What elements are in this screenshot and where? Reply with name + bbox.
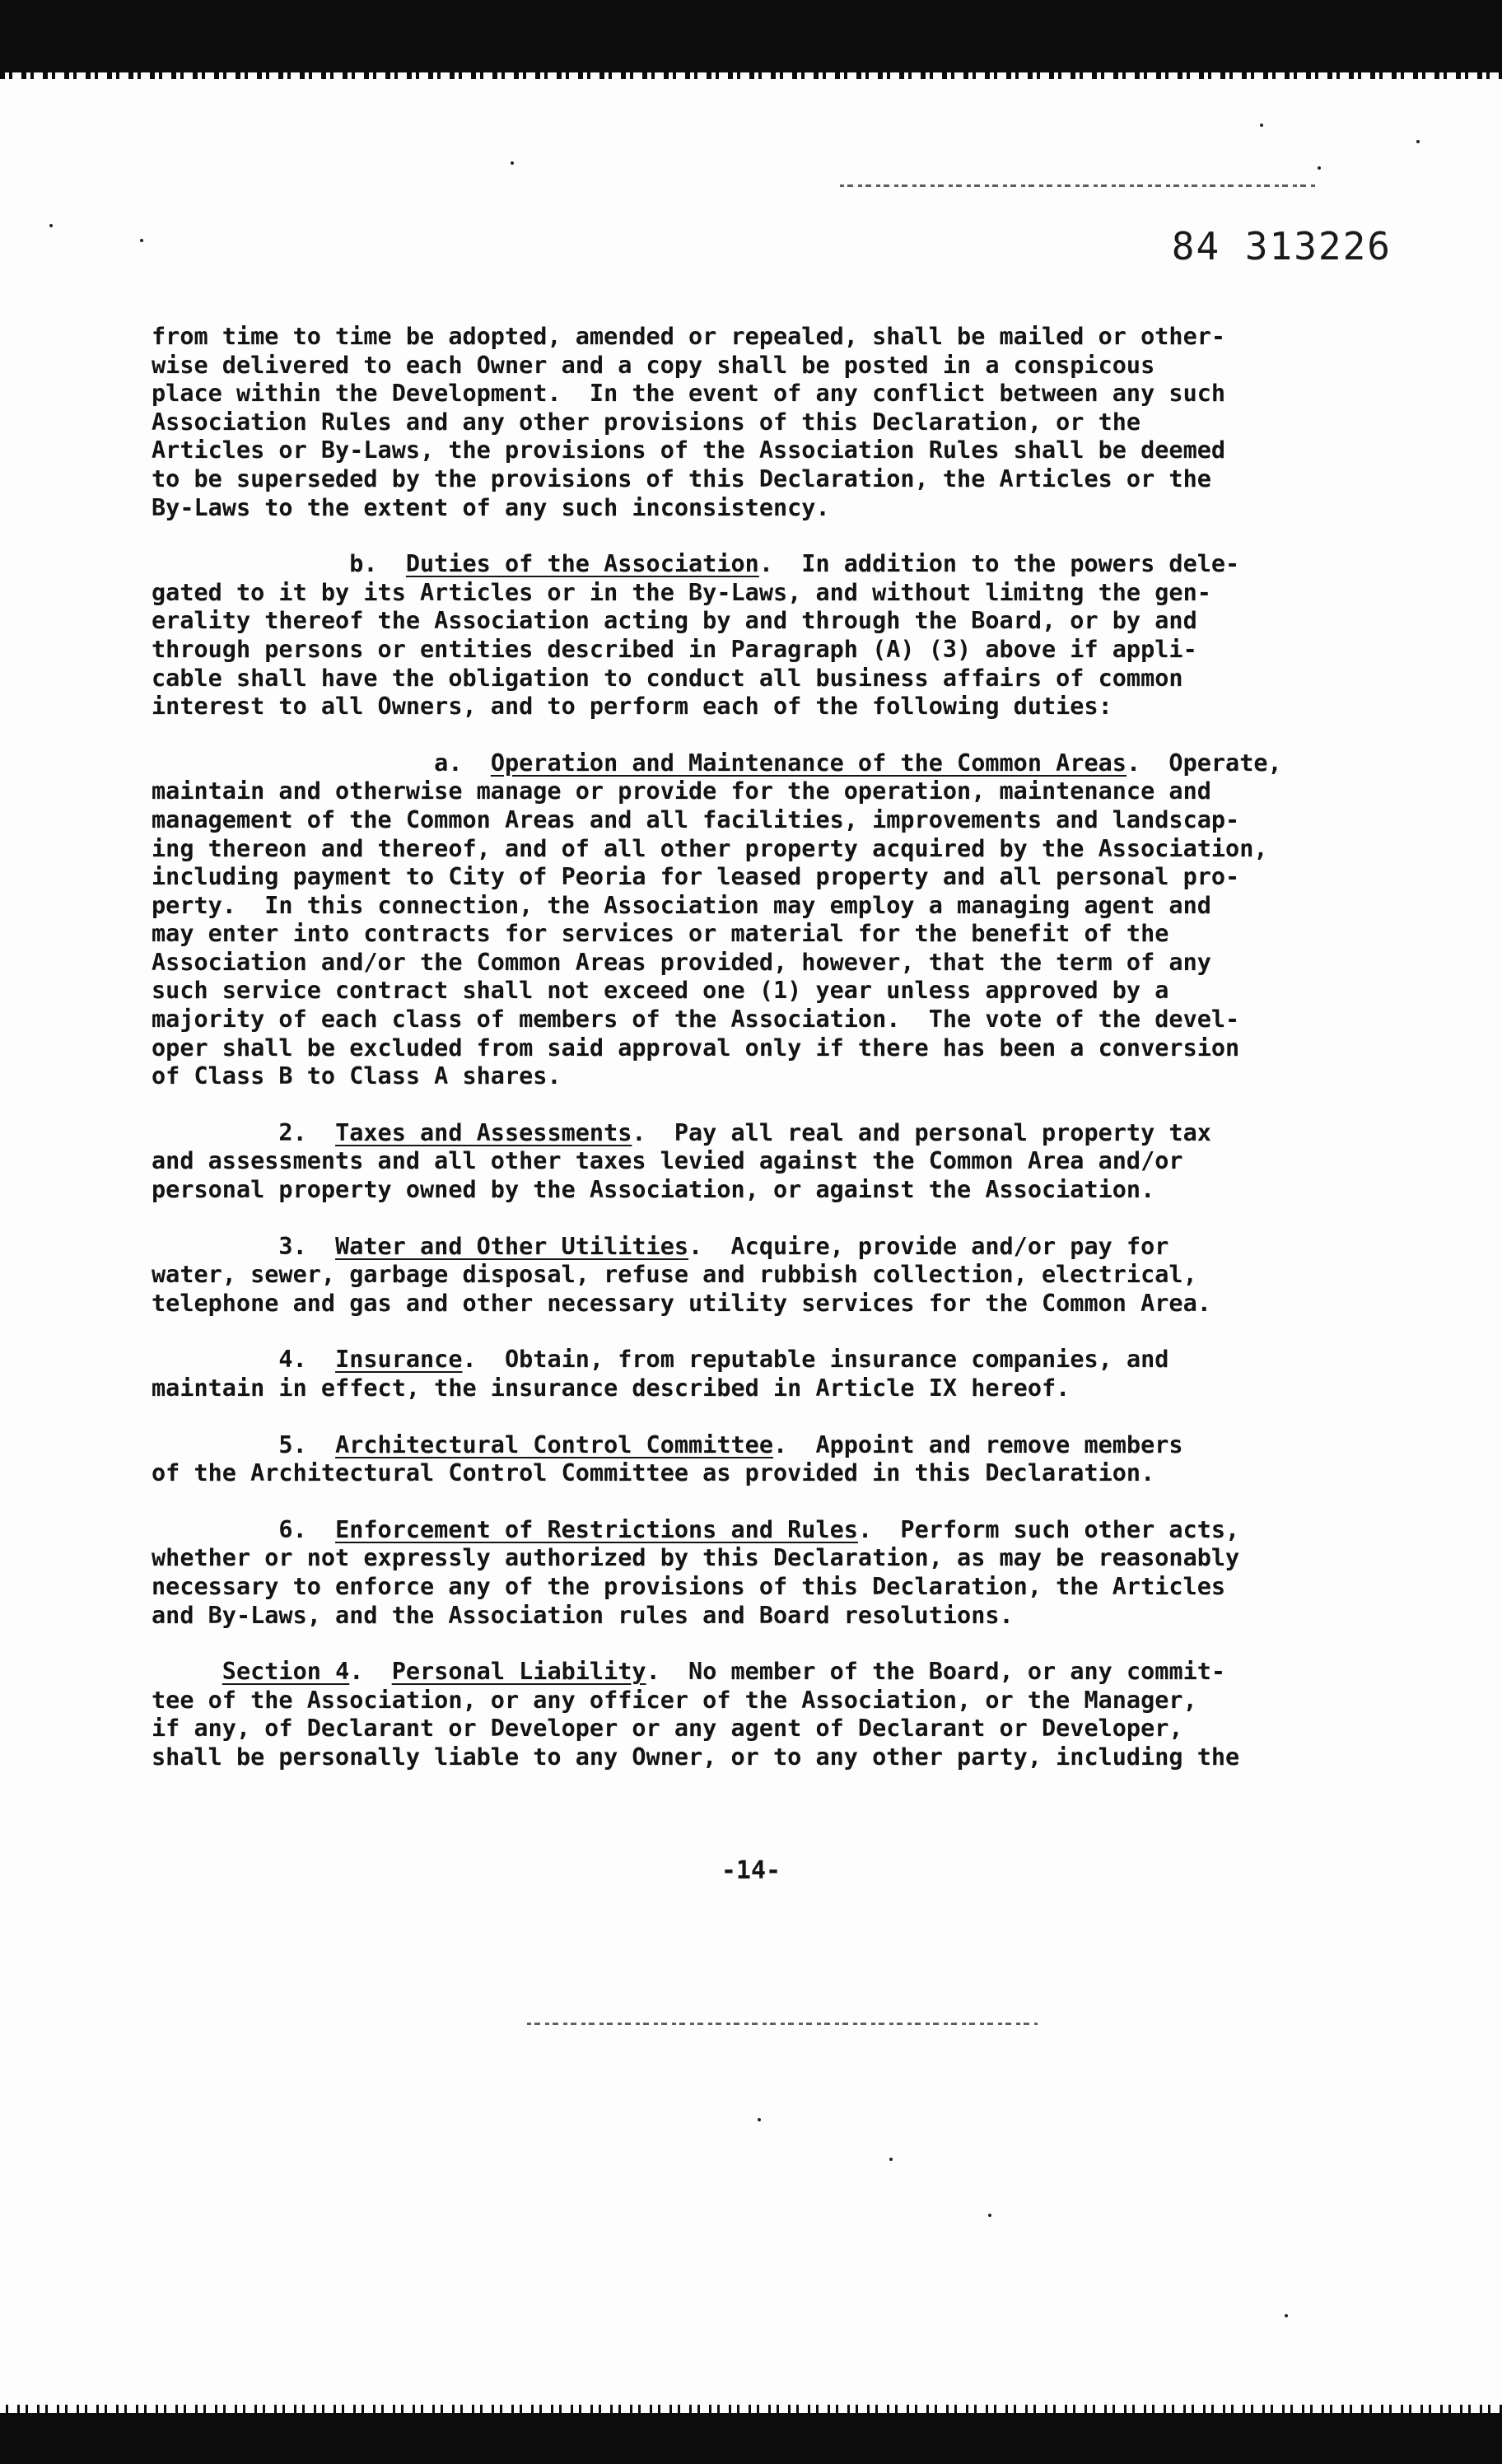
paragraph-lead: 5. bbox=[152, 1430, 336, 1458]
paragraph bbox=[152, 550, 1370, 721]
paragraph bbox=[152, 1431, 1370, 1488]
paragraph-heading: Duties of the Association bbox=[405, 550, 759, 578]
scan-speck bbox=[889, 2158, 893, 2161]
text-line: through persons or entities described in Paragraph (A) (3) above if appli- bbox=[152, 635, 1197, 663]
scan-speck bbox=[988, 2214, 991, 2217]
text-line: perty. In this connection, the Association may employ a managing agent and bbox=[152, 891, 1211, 919]
scan-speck bbox=[758, 2118, 761, 2121]
paragraph-lead: b. bbox=[152, 550, 406, 578]
paragraph-first-line bbox=[152, 1233, 1370, 1262]
scan-speck bbox=[511, 161, 514, 165]
scan-artifact-line bbox=[840, 184, 1318, 187]
scan-speck bbox=[140, 239, 143, 242]
scan-bottom-edge bbox=[0, 2413, 1502, 2464]
paragraph-first-line bbox=[152, 1119, 1370, 1148]
text-line: gated to it by its Articles or in the By-Laws, and without limitng the gen- bbox=[152, 578, 1211, 606]
text-line: By-Laws to the extent of any such inconsistency. bbox=[152, 493, 830, 521]
text-line: maintain and otherwise manage or provide for the operation, maintenance and bbox=[152, 777, 1211, 805]
scan-speck bbox=[1416, 140, 1420, 143]
text-line: from time to time be adopted, amended or repealed, shall be mailed or other- bbox=[152, 323, 1226, 350]
paragraph-lead: a. bbox=[152, 749, 491, 777]
text-line: maintain in effect, the insurance described in Article IX hereof. bbox=[152, 1374, 1071, 1402]
paragraph bbox=[152, 1233, 1370, 1318]
text-line: shall be personally liable to any Owner, or to any other party, including the bbox=[152, 1743, 1240, 1771]
paragraph-first-line bbox=[152, 1516, 1370, 1545]
section-label: Section 4 bbox=[222, 1658, 350, 1686]
text-line: management of the Common Areas and all facilities, improvements and landscap- bbox=[152, 805, 1240, 833]
text-line: Articles or By-Laws, the provisions of the Association Rules shall be deemed bbox=[152, 436, 1226, 464]
paragraph-heading: Operation and Maintenance of the Common Areas bbox=[490, 749, 1126, 777]
text-line: if any, of Declarant or Developer or any agent of Declarant or Developer, bbox=[152, 1715, 1183, 1743]
text-line: and By-Laws, and the Association rules and Board resolutions. bbox=[152, 1601, 1014, 1629]
text-line: of the Architectural Control Committee as provided in this Declaration. bbox=[152, 1459, 1155, 1487]
paragraph bbox=[152, 1346, 1370, 1402]
paragraph-first-line-text: . Operate, bbox=[1126, 749, 1282, 777]
scan-speck bbox=[1260, 124, 1263, 127]
text-line: tee of the Association, or any officer of the Association, or the Manager, bbox=[152, 1686, 1197, 1714]
paragraph-lead: 2. bbox=[152, 1118, 336, 1146]
text-line: whether or not expressly authorized by this Declaration, as may be reasonably bbox=[152, 1544, 1240, 1572]
paragraph-lead: 4. bbox=[152, 1346, 336, 1374]
section-label-gap: . bbox=[349, 1658, 392, 1686]
paragraph-heading: Enforcement of Restrictions and Rules bbox=[335, 1515, 858, 1543]
text-line: to be superseded by the provisions of this Declaration, the Articles or the bbox=[152, 464, 1211, 492]
paragraph bbox=[152, 749, 1370, 1091]
paragraph-first-line bbox=[152, 1431, 1370, 1460]
scan-speck bbox=[49, 224, 53, 227]
paragraph-first-line-text: . Appoint and remove members bbox=[772, 1430, 1183, 1458]
text-line: ing thereon and thereof, and of all other property acquired by the Association, bbox=[152, 834, 1268, 862]
text-line: personal property owned by the Association, or against the Association. bbox=[152, 1176, 1155, 1204]
text-line: necessary to enforce any of the provisions of this Declaration, the Articles bbox=[152, 1572, 1226, 1600]
document-number: 84 313226 bbox=[1171, 224, 1392, 268]
paragraph-first-line-text: . Pay all real and personal property tax bbox=[632, 1118, 1211, 1146]
paragraph bbox=[152, 323, 1370, 522]
paragraph-first-line-text: . No member of the Board, or any commit- bbox=[646, 1658, 1226, 1686]
text-line: and assessments and all other taxes levied against the Common Area and/or bbox=[152, 1147, 1183, 1175]
text-line: erality thereof the Association acting by and through the Board, or by and bbox=[152, 607, 1197, 635]
scan-artifact-line bbox=[527, 2023, 1038, 2025]
text-line: including payment to City of Peoria for leased property and all personal pro- bbox=[152, 863, 1240, 891]
text-line: cable shall have the obligation to conduct all business affairs of common bbox=[152, 664, 1183, 692]
paragraph bbox=[152, 1658, 1370, 1771]
paragraph bbox=[152, 1119, 1370, 1205]
text-line: oper shall be excluded from said approval only if there has been a conversion bbox=[152, 1034, 1240, 1062]
paragraph bbox=[152, 1516, 1370, 1630]
paragraph-first-line-text: . Perform such other acts, bbox=[857, 1515, 1240, 1543]
paragraph-first-line bbox=[152, 1346, 1370, 1374]
scan-speck bbox=[1285, 2314, 1288, 2317]
paragraph-first-line-text: . Acquire, provide and/or pay for bbox=[688, 1232, 1169, 1260]
text-line: wise delivered to each Owner and a copy shall be posted in a conspicous bbox=[152, 351, 1155, 379]
paragraph-first-line bbox=[152, 1658, 1370, 1687]
paragraph-heading: Insurance bbox=[335, 1346, 463, 1374]
paragraph-heading: Personal Liability bbox=[391, 1658, 646, 1686]
paragraph-first-line bbox=[152, 749, 1370, 778]
paragraph-heading: Taxes and Assessments bbox=[335, 1118, 632, 1146]
document-body bbox=[152, 323, 1370, 1800]
text-line: may enter into contracts for services or material for the benefit of the bbox=[152, 920, 1169, 948]
paragraph-first-line-text: . In addition to the powers dele- bbox=[758, 550, 1240, 578]
text-line: interest to all Owners, and to perform each of the following duties: bbox=[152, 693, 1113, 721]
scan-speck bbox=[1318, 166, 1321, 170]
text-line: Association Rules and any other provisions of this Declaration, or the bbox=[152, 408, 1141, 436]
text-line: place within the Development. In the event of any conflict between any such bbox=[152, 380, 1226, 408]
paragraph-heading: Architectural Control Committee bbox=[335, 1430, 773, 1458]
text-line: water, sewer, garbage disposal, refuse and rubbish collection, electrical, bbox=[152, 1261, 1197, 1289]
paragraph-first-line-text: . Obtain, from reputable insurance companies, and bbox=[462, 1346, 1169, 1374]
paragraph-lead: 3. bbox=[152, 1232, 336, 1260]
scan-top-edge bbox=[0, 0, 1502, 72]
text-line: majority of each class of members of the Association. The vote of the devel- bbox=[152, 1006, 1240, 1034]
paragraph-heading: Water and Other Utilities bbox=[335, 1232, 689, 1260]
paragraph-lead bbox=[152, 1658, 222, 1685]
paragraph-first-line bbox=[152, 550, 1370, 579]
page-number: -14- bbox=[721, 1856, 781, 1885]
text-line: Association and/or the Common Areas provided, however, that the term of any bbox=[152, 948, 1211, 976]
text-line: of Class B to Class A shares. bbox=[152, 1062, 562, 1090]
text-line: telephone and gas and other necessary utility services for the Common Area. bbox=[152, 1289, 1211, 1317]
paragraph-lead: 6. bbox=[152, 1515, 336, 1543]
text-line: such service contract shall not exceed one (1) year unless approved by a bbox=[152, 977, 1169, 1005]
